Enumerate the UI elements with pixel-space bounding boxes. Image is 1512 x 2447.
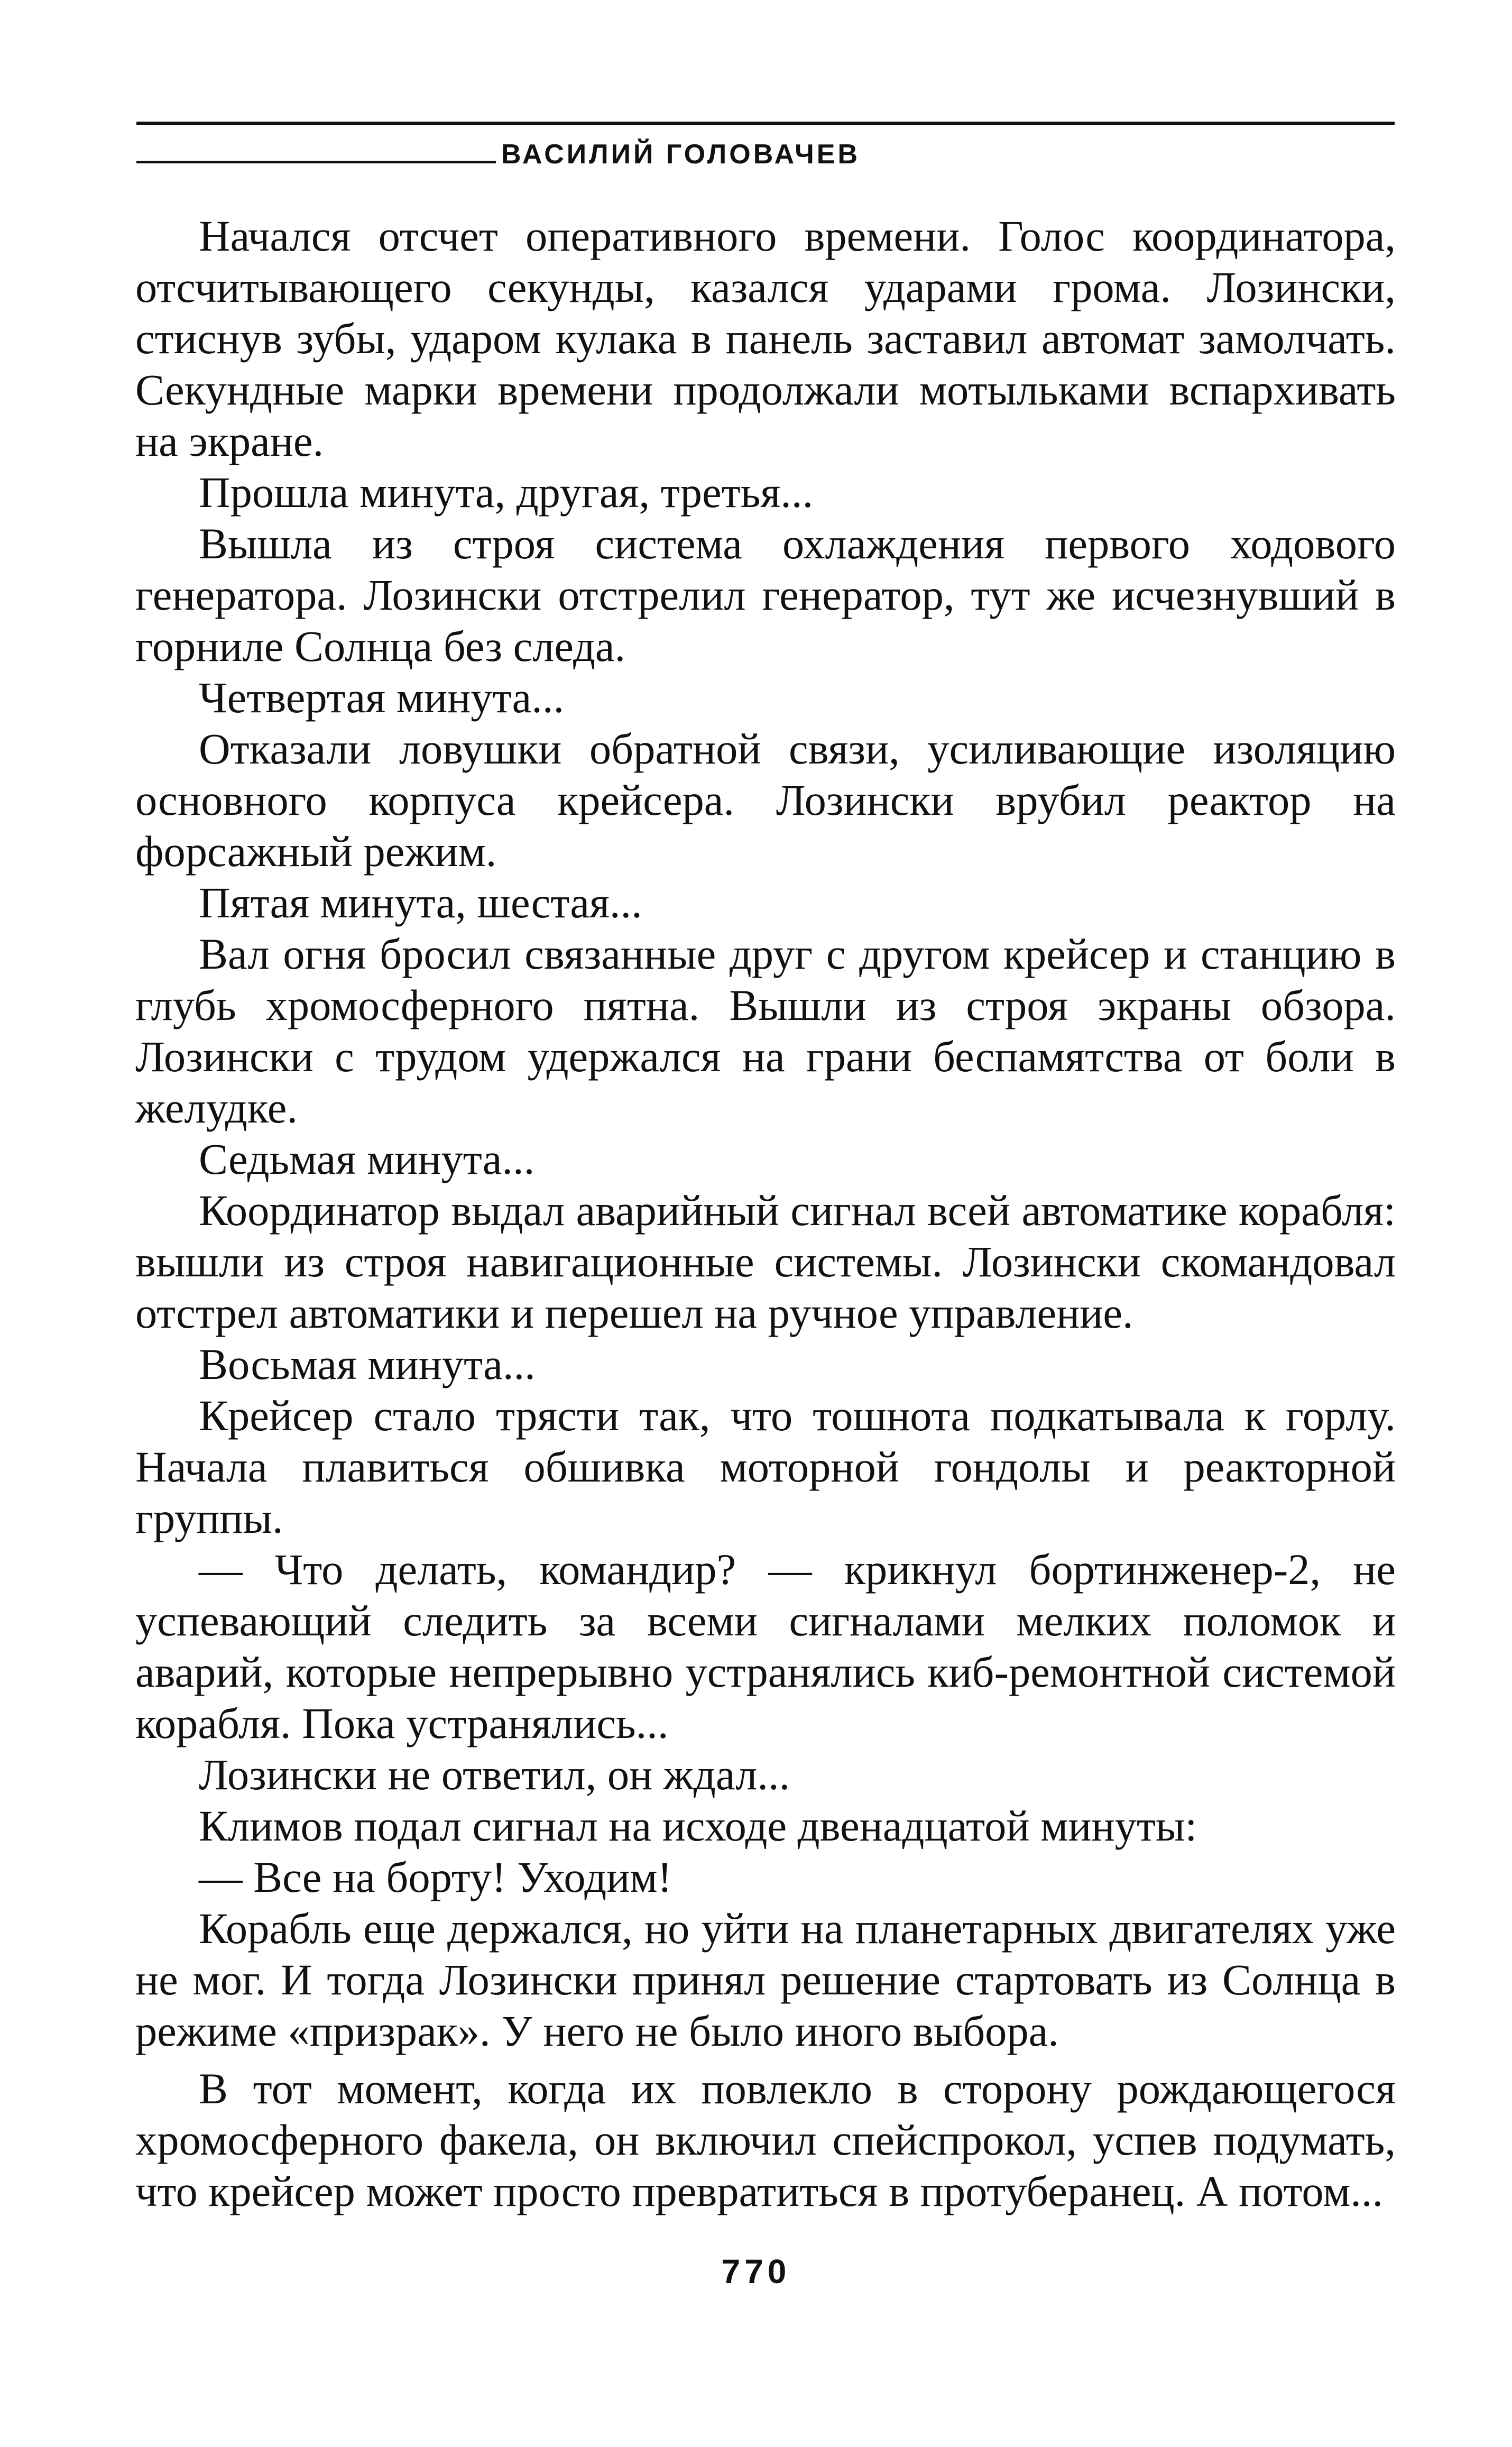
paragraph: Крейсер стало трясти так, что тошнота подкатывала к горлу. Начала плавиться обшивка моторной гондолы и реакторной группы. — [135, 1391, 1396, 1542]
paragraph: Четвертая минута... — [199, 673, 565, 722]
running-head-author: ВАСИЛИЙ ГОЛОВАЧЕВ — [501, 139, 861, 170]
paragraph: Седьмая минута... — [199, 1135, 535, 1183]
paragraph: Климов подал сигнал на исходе двенадцатой минуты: — [199, 1801, 1197, 1850]
paragraph: Прошла минута, другая, третья... — [199, 468, 814, 517]
paragraph: Вал огня бросил связанные друг с другом крейсер и станцию в глубь хромосферного пятна. Вышли из строя экраны обзора. Лозински с трудом удержался на грани беспамятства от боли в желудке. — [135, 930, 1396, 1132]
header-rule — [136, 122, 1395, 125]
paragraph: Вышла из строя система охлаждения первого ходового генератора. Лозински отстрелил генератор, тут же исчезнувший в горниле Солнца без следа. — [135, 519, 1396, 670]
paragraph: Восьмая минута... — [199, 1340, 536, 1388]
paragraph: В тот момент, когда их повлекло в сторону рождающегося хромосферного факела, он включил спейспрокол, успев подумать, что крейсер может просто превратиться в протуберанец. А потом... — [135, 2064, 1396, 2215]
running-head — [136, 139, 1395, 170]
body-text — [135, 210, 1396, 2217]
paragraph: — Что делать, командир? — крикнул бортинженер-2, не успевающий следить за всеми сигналами мелких поломок и аварий, которые непрерывно устранялись киб-ремонтной системой корабля. Пока устранялись... — [135, 1545, 1396, 1747]
paragraph: Начался отсчет оперативного времени. Голос координатора, отсчитывающего секунды, казался ударами грома. Лозински, стиснув зубы, ударом кулака в панель заставил автомат замолчать. Секундные марки времени продолжали мотыльками вспархивать на экране. — [135, 211, 1396, 465]
page-number: 770 — [721, 2252, 791, 2290]
paragraph: Координатор выдал аварийный сигнал всей автоматике корабля: вышли из строя навигационные системы. Лозински скомандовал отстрел автоматики и перешел на ручное управление. — [135, 1186, 1396, 1337]
running-head-line — [136, 161, 496, 163]
paragraph: Отказали ловушки обратной связи, усиливающие изоляцию основного корпуса крейсера. Лозински врубил реактор на форсажный режим. — [135, 724, 1396, 876]
paragraph: — Все на борту! Уходим! — [199, 1853, 672, 1901]
paragraph: Пятая минута, шестая... — [199, 878, 642, 927]
paragraph: Лозински не ответил, он ждал... — [199, 1750, 790, 1799]
paragraph: Корабль еще держался, но уйти на планетарных двигателях уже не мог. И тогда Лозински принял решение стартовать из Солнца в режиме «призрак». У него не было иного выбора. — [135, 1904, 1396, 2055]
